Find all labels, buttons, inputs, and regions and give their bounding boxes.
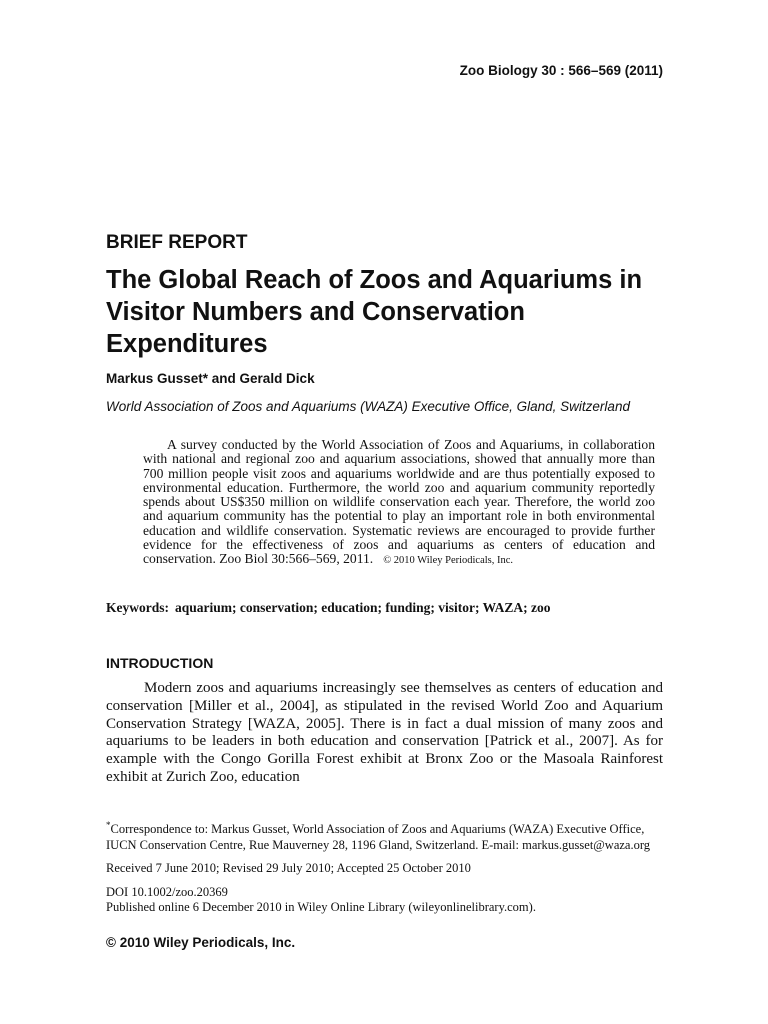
received-dates: Received 7 June 2010; Revised 29 July 2010; Accepted 25 October 2010 [106,861,471,876]
copyright-notice: © 2010 Wiley Periodicals, Inc. [106,935,296,950]
abstract [143,438,655,569]
footnote-marker: * [106,820,111,830]
doi: DOI 10.1002/zoo.20369 [106,884,228,899]
footnotes [106,818,666,916]
correspondence-text: Correspondence to: Markus Gusset, World Association of Zoos and Aquariums (WAZA) Executive Office, IUCN Conservation Centre, Rue Mauverney 28, 1196 Gland, Switzerland. E-mail: markus.gusset@waza.org [106,822,651,852]
introduction-heading: INTRODUCTION [106,655,214,671]
correspondence-footnote [106,818,666,853]
section-label: BRIEF REPORT [106,232,248,253]
keywords-text: aquarium; conservation; education; funding; visitor; WAZA; zoo [175,600,551,615]
journal-reference: Zoo Biology 30 : 566–569 (2011) [459,63,663,78]
introduction-body: Modern zoos and aquariums increasingly see themselves as centers of education and conservation [Miller et al., 2004], as stipulated in the revised World Zoo and Aquarium Conservation Strategy [WAZA, 2005]. There is in fact a dual mission of many zoos and aquariums to be leaders in both education and conservation [Patrick et al., 2007]. As for example with the Congo Gorilla Forest exhibit at Bronx Zoo or the Masoala Rainforest exhibit at Zurich Zoo, education [106,680,663,785]
author-list: Markus Gusset* and Gerald Dick [106,371,315,386]
abstract-copyright: © 2010 Wiley Periodicals, Inc. [383,555,514,567]
published-online: Published online 6 December 2010 in Wiley Online Library (wileyonlinelibrary.com). [106,900,536,915]
article-title: The Global Reach of Zoos and Aquariums in Visitor Numbers and Conservation Expenditures [106,266,643,358]
abstract-text: A survey conducted by the World Association of Zoos and Aquariums, in collaboration with national and regional zoo and aquarium associations, showed that annually more than 700 million people visit zoos and aquariums worldwide and are thus potentially exposed to environmental education. Furthermore, the world zoo and aquarium community reportedly spends about US$350 million on wildlife conservation each year. Therefore, the world zoo and aquarium community has the potential to play an important role in both environmental education and wildlife conservation. Systematic reviews are encouraged to provide further evidence for the effectiveness of zoos and aquariums as centers of education and conservation. Zoo Biol 30:566–569, 2011. [143,437,655,567]
keywords [106,600,666,616]
author-affiliation: World Association of Zoos and Aquariums (WAZA) Executive Office, Gland, Switzerland [106,399,630,414]
keywords-label: Keywords: [106,600,169,615]
